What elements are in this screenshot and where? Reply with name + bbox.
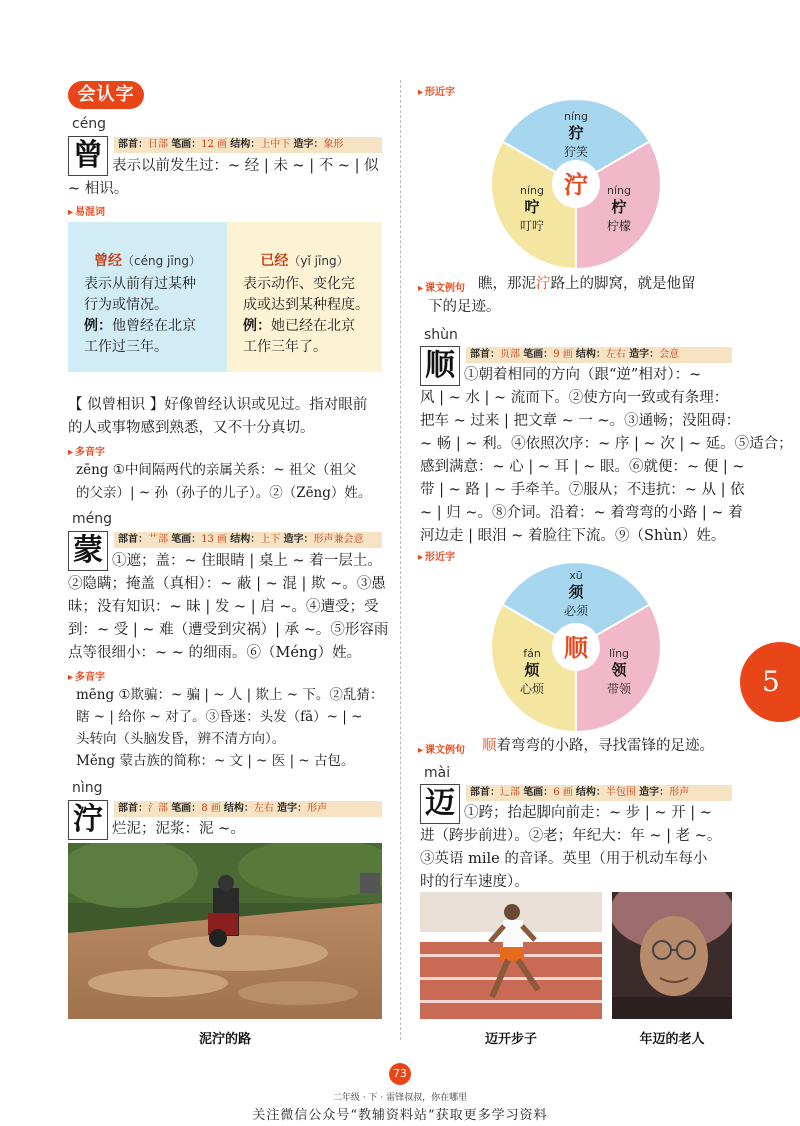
ning-def-line: 烂泥；泥浆：泥 ~。 [112,821,245,837]
wheel-center-char: 泞 [564,171,588,199]
compare-example [243,316,370,337]
meng-info-bar [114,532,382,548]
wheel-left-word: 叮咛 [519,219,545,233]
ceng-jiegou: 上中下 [260,139,291,150]
label: 笔画： [171,803,202,814]
shun-def-line: ~ | 归 ~。⑧介词。沿着：~ 着弯弯的小路 | ~ 着 [420,505,743,521]
compare-word-text: 曾经 [94,253,123,269]
shun-def-line: 把车 ~ 过来 | 把文章 ~ 一 ~。③通畅；没阻碍： [420,413,741,429]
shun-bushou: 页部 [500,349,520,360]
meng-bihua: 13 画 [201,534,228,545]
wheel-top-pinyin: xū [569,569,583,582]
compare-line: 表示从前有过某种 [84,276,196,292]
shun-pinyin: shùn [424,327,458,343]
example-highlight: 泞 [536,276,551,292]
compare-example [84,316,215,337]
mai-info-bar [466,785,732,801]
compare-line: 表示动作、变化完 [243,276,355,292]
polyphone-line: 头转向（头脑发昏，辨不清方向）。 [76,731,286,747]
ceng-pinyin: céng [72,116,107,132]
compare-line: 工作三年了。 [243,339,327,355]
wheel-right-char: 柠 [611,198,627,216]
wheel-top-char: 须 [568,583,584,601]
section-badge: 会认字 [68,81,144,109]
shun-def-line: 风 | ~ 水 | ~ 流而下。②使方向一致或有条理： [420,390,729,406]
label: 部首： [470,787,500,798]
ceng-def-line: 表示以前发生过：~ 经 | 未 ~ | 不 ~ | 似 [112,158,379,174]
compare-line: 工作过三年。 [84,339,168,355]
example-sentence: 下的足迹。 [428,299,501,315]
shun-zaozi: 会意 [659,349,680,360]
elderly-woman-photo [612,892,732,1019]
meng-def-line: 昧；没有知识：~ 昧 | 发 ~ | 启 ~。④遭受；受 [68,599,379,615]
compare-word-text: 已经 [260,253,289,269]
wheel-left-pinyin: fán [523,647,541,660]
shun-def-line: ①朝着相同的方向（跟“逆”相对）：~ [464,367,702,383]
polyphone-line: 瞎 ~ | 给你 ~ 对了。③昏迷：头发（fā）~ | ~ [76,709,363,725]
similar-chars-heading: ▸ 形近字 [418,548,455,563]
ceng-bihua: 12 画 [201,139,228,150]
meng-def-line: 点等很细小：~ ~ 的细雨。⑥（Méng）姓。 [68,645,362,661]
compare-word [227,250,382,270]
shun-char: 顺 [420,346,460,386]
meng-def-line: ②隐瞒；掩盖（真相）：~ 蔽 | ~ 混 | 欺 ~。③愚 [68,576,386,592]
runner-photo [420,892,602,1019]
example-part: 瞧，那泥 [478,276,536,292]
shun-bihua: 9 画 [553,349,573,360]
similar-chars-wheel-shun [492,563,660,731]
polyphone-heading: ▸ 多音字 [68,668,105,683]
example-part: 着弯弯的小路，寻找雷锋的足迹。 [496,738,714,754]
example-sentence [482,735,714,758]
ning-zaozi: 形声 [307,803,328,814]
polyphone-heading: ▸ 多音字 [68,443,105,458]
ning-info-bar [114,801,382,817]
ning-pinyin: nìng [72,780,103,796]
polyphone-line: zēng ①中间隔两代的亲属关系：~ 祖父（祖父 [76,462,357,478]
compare-word [68,250,227,270]
label: 造字： [283,534,314,545]
muddy-road-photo [68,843,382,1019]
shun-jiegou: 左右 [605,349,626,360]
photo-caption: 迈开步子 [484,1032,537,1047]
wheel-left-pinyin: níng [520,184,544,197]
compare-left-panel [68,222,227,372]
label: 造字： [639,787,670,798]
label: 笔画： [523,787,554,798]
label: 结构： [575,787,606,798]
meng-jiegou: 上下 [260,534,281,545]
meng-char: 蒙 [68,531,108,571]
wheel-top-char: 狞 [568,124,584,142]
label: 笔画： [171,534,202,545]
wheel-top-word: 必须 [563,604,589,618]
compare-line: 行为或情况。 [84,297,168,313]
wheel-right-pinyin: níng [607,184,631,197]
example-highlight: 顺 [482,738,497,754]
similar-chars-heading: ▸ 形近字 [418,83,455,98]
wheel-top-word: 狞笑 [563,145,589,159]
wheel-right-char: 领 [611,661,627,679]
column-divider [400,80,401,1040]
wheel-left-char: 烦 [524,661,540,679]
example-sentence-label: ▸ 课文例句 [418,741,465,756]
label: 结构： [575,349,606,360]
mai-def-line: 时的行车速度）。 [420,874,529,890]
ceng-bushou: 日部 [148,139,168,150]
label: 部首： [118,534,148,545]
mai-char: 迈 [420,784,460,824]
shun-def-line: 河边走 | 眼泪 ~ 着脸往下流。⑨（Shùn）姓。 [420,528,726,544]
ceng-info-bar [114,137,382,153]
label: 部首： [118,139,148,150]
meng-pinyin: méng [72,511,113,527]
example-text: 他曾经在北京 [112,318,196,334]
example-label: 例： [84,318,112,334]
compare-body [68,270,227,358]
label: 结构： [223,803,254,814]
mai-jiegou: 半包围 [605,787,636,798]
footer-title: 二年级 · 下 · 雷锋叔叔，你在哪里 [332,1093,468,1103]
shun-info-bar [466,347,732,363]
ning-char: 泞 [68,800,108,840]
page-number: 73 [389,1063,411,1085]
compare-right-panel [227,222,382,372]
example-text: 她已经在北京 [271,318,355,334]
mai-pinyin: mài [424,765,451,781]
ceng-def-line: ~ 相识。 [68,181,129,197]
mai-bihua: 6 画 [553,787,573,798]
idiom-line: 【 似曾相识 】好像曾经认识或见过。指对眼前 [68,397,368,413]
compare-word-pinyin: （yǐ jīng） [288,254,349,268]
meng-zaozi: 形声兼会意 [313,534,364,545]
footer-watermark: 关注微信公众号“教辅资料站”获取更多学习资料 [252,1108,548,1123]
shun-def-line: 带 | ~ 路 | ~ 手牵羊。⑦服从；不违抗：~ 从 | 依 [420,482,745,498]
wheel-center-char: 顺 [564,634,588,662]
ceng-zaozi: 象形 [323,139,344,150]
example-sentence-label: ▸ 课文例句 [418,279,465,294]
polyphone-line: 的父亲）| ~ 孙（孙子的儿子）。②（Zēng）姓。 [76,485,372,501]
ning-jiegou: 左右 [253,803,274,814]
meng-def-line: ①遮；盖：~ 住眼睛 | 桌上 ~ 着一层土。 [112,553,382,569]
label: 造字： [277,803,308,814]
label: 笔画： [523,349,554,360]
wheel-right-pinyin: lǐng [608,647,630,660]
shun-def-line: ~ 畅 | ~ 利。④依照次序：~ 序 | ~ 次 | ~ 延。⑤适合； [420,436,793,452]
example-sentence [478,273,696,296]
label: 部首： [118,803,148,814]
shun-def-line: 感到满意：~ 心 | ~ 耳 | ~ 眼。⑥就便：~ 便 | ~ [420,459,745,475]
wheel-top-pinyin: níng [564,110,588,123]
polyphone-line: Měng 蒙古族的简称：~ 文 | ~ 医 | ~ 古包。 [76,753,355,769]
wheel-left-word: 心烦 [519,682,545,696]
label: 造字： [293,139,324,150]
meng-bushou: 艹部 [148,534,168,545]
ceng-char: 曾 [68,136,108,176]
wheel-right-word: 带领 [606,682,632,696]
label: 造字： [629,349,660,360]
meng-def-line: 到：~ 受 | ~ 难（遭受到灾祸）| 承 ~。⑤形容雨 [68,622,389,638]
similar-chars-wheel-ning [492,100,660,268]
idiom-line: 的人或事物感到熟悉，又不十分真切。 [68,420,315,436]
label: 部首： [470,349,500,360]
mai-def-line: ③英语 mile 的音译。英里（用于机动车每小 [420,851,708,867]
confuse-heading: ▸ 易混词 [68,203,105,218]
wheel-right-word: 柠檬 [606,219,632,233]
compare-word-pinyin: （céng jīng） [122,254,201,268]
photo-caption: 年迈的老人 [639,1032,705,1047]
label: 结构： [230,534,261,545]
polyphone-line: mēng ①欺骗：~ 骗 | ~ 人 | 欺上 ~ 下。②乱猜： [76,687,384,703]
mai-bushou: 辶部 [500,787,520,798]
mai-def-line: ①跨；抬起脚向前走：~ 步 | ~ 开 | ~ [464,805,712,821]
mai-def-line: 进（跨步前进）。②老；年纪大：年 ~ | 老 ~。 [420,828,722,844]
example-label: 例： [243,318,271,334]
label: 结构： [230,139,261,150]
ning-bushou: 氵部 [148,803,168,814]
example-part: 路上的脚窝，就是他留 [550,276,696,292]
ning-bihua: 8 画 [201,803,221,814]
photo-caption: 泥泞的路 [198,1032,251,1047]
compare-body [227,270,382,358]
compare-line: 成或达到某种程度。 [243,297,369,313]
mai-zaozi: 形声 [669,787,690,798]
chapter-tab: 5 [740,642,800,722]
label: 笔画： [171,139,202,150]
wheel-left-char: 咛 [524,198,540,216]
